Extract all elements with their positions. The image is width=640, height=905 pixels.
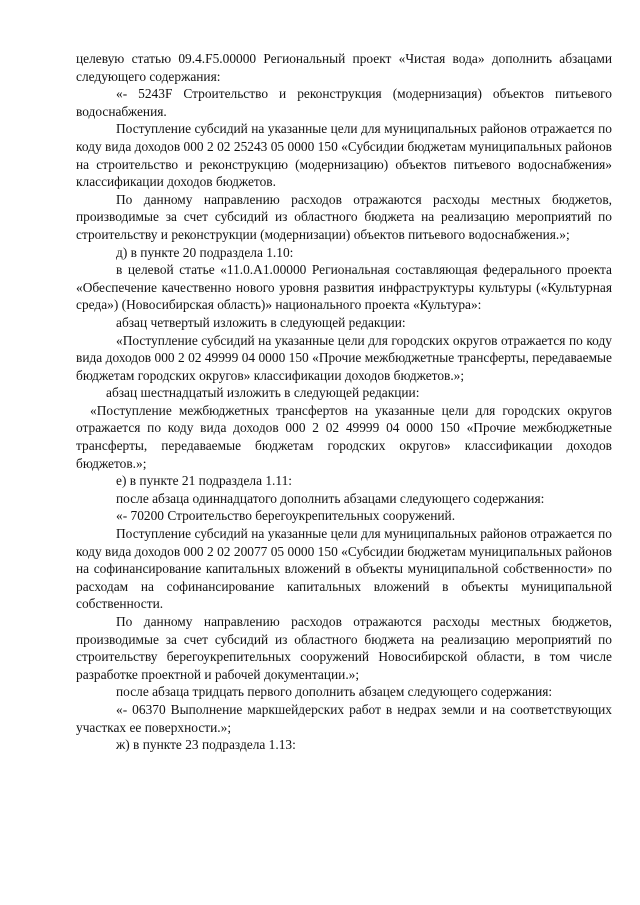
paragraph-item-zh: ж) в пункте 23 подраздела 1.13: [116, 737, 296, 753]
paragraph-expense-direction-70200: По данному направлению расходов отражаются расходы местных бюджетов, производимые за счет субсидий из областного бюджета на реализацию мероприятий по строительству берегоукрепительных сооружений Новосибирской области, в том числе разработке проектной и рабочей документации.»; [76, 614, 612, 682]
paragraph-subsidy-receipt-5243f: Поступление субсидий на указанные цели для муниципальных районов отражается по коду вида доходов 000 2 02 25243 05 0000 150 «Субсидии бюджетам муниципальных районов на строительство и реконструкцию (модернизацию) объектов питьевого водоснабжения» классификации доходов бюджетов. [76, 121, 612, 190]
paragraph-subsidy-receipt-70200: Поступление субсидий на указанные цели для муниципальных районов отражается по коду вида доходов 000 2 02 20077 05 0000 150 «Субсидии бюджетам муниципальных районов на софинансирование капитальных вложений в объекты муниципальной собственности» по расходам на софинансирование капитальных вложений в объекты муниципальной собственности. [76, 526, 612, 612]
paragraph-fourth-abzac: абзац четвертый изложить в следующей редакции: [116, 314, 406, 330]
paragraph-code-06370: «- 06370 Выполнение маркшейдерских работ в недрах земли и на соответствующих участках ее поверхности.»; [76, 701, 612, 735]
paragraph-after-eleventh-abzac: после абзаца одиннадцатого дополнить абзацами следующего содержания: [116, 490, 545, 506]
paragraph-transfers-receipt-culture: «Поступление межбюджетных трансфертов на указанные цели для городских округов отражается по коду вида доходов 000 2 02 49999 04 0000 150 «Прочие межбюджетные трансферты, передаваемые бюджетам городских округов» классификации доходов бюджетов.»; [76, 402, 612, 471]
paragraph-sixteenth-abzac: абзац шестнадцатый изложить в следующей редакции: [106, 385, 420, 401]
paragraph-expense-direction-5243f: По данному направлению расходов отражаются расходы местных бюджетов, производимые за счет субсидий из областного бюджета на реализацию мероприятий по строительству и реконструкции (модернизации) объектов питьевого водоснабжения.»; [76, 191, 612, 242]
paragraph-culture-target-article: в целевой статье «11.0.A1.00000 Региональная составляющая федерального проекта «Обеспечение качественно нового уровня развития инфраструктуры культуры («Культурная среда») (Новосибирская область)» национального проекта «Культура»: [76, 262, 612, 313]
paragraph-subsidy-receipt-culture: «Поступление субсидий на указанные цели для городских округов отражается по коду вида доходов 000 2 02 49999 04 0000 150 «Прочие межбюджетные трансферты, передаваемые бюджетам городских округов» классификации доходов бюджетов.»; [76, 332, 612, 383]
paragraph-code-5243f: «- 5243F Строительство и реконструкция (модернизация) объектов питьевого водоснабжения. [76, 86, 612, 119]
paragraph-target-article: целевую статью 09.4.F5.00000 Региональный проект «Чистая вода» дополнить абзацами следующего содержания: [76, 51, 612, 84]
paragraph-item-d: д) в пункте 20 подраздела 1.10: [116, 244, 294, 260]
document-page [76, 50, 612, 754]
paragraph-code-70200: «- 70200 Строительство берегоукрепительных сооружений. [116, 508, 456, 524]
paragraph-after-thirty-first-abzac: после абзаца тридцать первого дополнить абзацем следующего содержания: [116, 684, 553, 700]
paragraph-item-e: е) в пункте 21 подраздела 1.11: [116, 473, 293, 489]
